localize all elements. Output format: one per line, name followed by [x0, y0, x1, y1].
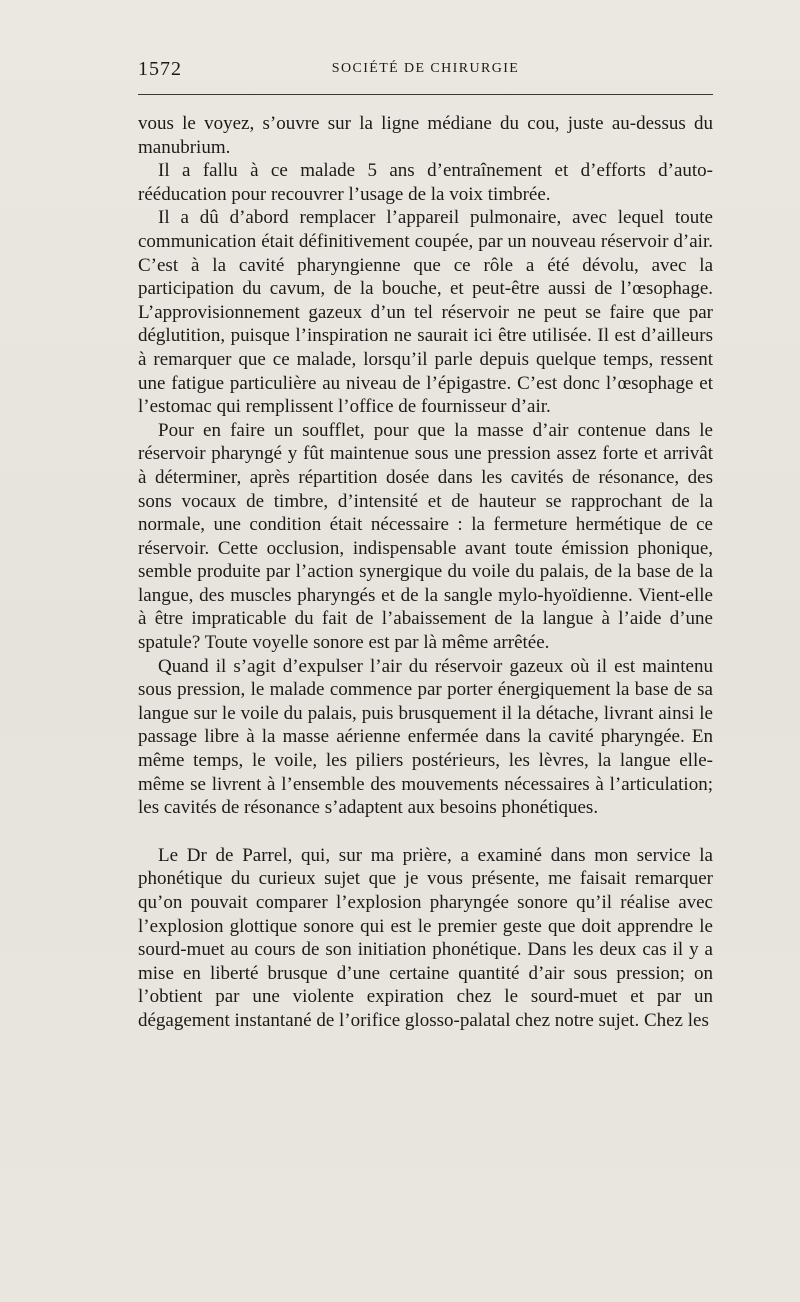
paragraph-soufflet: Pour en faire un soufflet, pour que la masse d’air contenue dans le réservoir pharyngé y fût maintenue sous une pression assez forte et arrivât à déterminer, après répartition dosée dans les cavités de résonance, des sons vocaux de timbre, d’intensité et de hauteur se rapprochant de la normale, une condition était nécessaire : la fermeture hermétique de ce réservoir. Cette occlusion, indispensable avant toute émission phonique, semble produite par l’action synergique du voile du palais, de la base de la langue, des muscles pharyngés et de la sangle mylo-hyoïdienne. Vient-elle à être impraticable du fait de l’abaissement de la langue à l’aide d’une spatule? Toute voyelle sonore est par là même arrêtée. [138, 419, 713, 654]
paragraph-reeducation: Il a fallu à ce malade 5 ans d’entraînement et d’efforts d’auto-rééducation pour recouvrer l’usage de la voix timbrée. [138, 160, 713, 205]
header-rule [138, 94, 713, 95]
paragraph-reservoir: Il a dû d’abord remplacer l’appareil pulmonaire, avec lequel toute communication était définitivement coupée, par un nouveau réservoir d’air. C’est à la cavité pharyngienne que ce rôle a été dévolu, avec la participation du cavum, de la bouche, et peut-être aussi de l’œsophage. L’approvisionnement gazeux d’un tel réservoir ne peut se faire que par déglutition, puisque l’inspiration ne saurait ici être utilisée. Il est d’ailleurs à remarquer que ce malade, lorsqu’il parle depuis quelque temps, ressent une fatigue particulière au niveau de l’épigastre. C’est donc l’œsophage et l’estomac qui remplissent l’office de fournisseur d’air. [138, 207, 713, 418]
paragraph-continuation: vous le voyez, s’ouvre sur la ligne médiane du cou, juste au-dessus du manubrium. [138, 113, 713, 158]
page-number: 1572 [138, 58, 182, 80]
body-text [138, 112, 713, 1033]
page-header [138, 58, 713, 86]
running-title: SOCIÉTÉ DE CHIRURGIE [331, 61, 520, 76]
paragraph-expulsion: Quand il s’agit d’expulser l’air du réservoir gazeux où il est maintenu sous pression, le malade commence par porter énergiquement la base de sa langue sur le voile du palais, puis brusquement il la détache, livrant ainsi le passage libre à la masse aérienne enfermée dans la cavité pharyngée. En même temps, le voile, les piliers postérieurs, les lèvres, la langue elle-même se livrent à l’ensemble des mouvements nécessaires à l’articulation; les cavités de résonance s’adaptent aux besoins phonétiques. [138, 655, 713, 819]
paragraph-de-parrel: Le Dr de Parrel, qui, sur ma prière, a examiné dans mon service la phonétique du curieux sujet que je vous présente, me faisait remarquer qu’on pouvait comparer l’explosion pharyngée sonore qu’il réalise avec l’explosion glottique sonore qui est le premier geste que doit apprendre le sourd-muet au cours de son initiation phonétique. Dans les deux cas il y a mise en liberté brusque d’une certaine quantité d’air sous pression; on l’obtient par une violente expiration chez le sourd-muet et par un dégagement instantané de l’orifice glosso-palatal chez notre sujet. Chez les [138, 844, 713, 1031]
